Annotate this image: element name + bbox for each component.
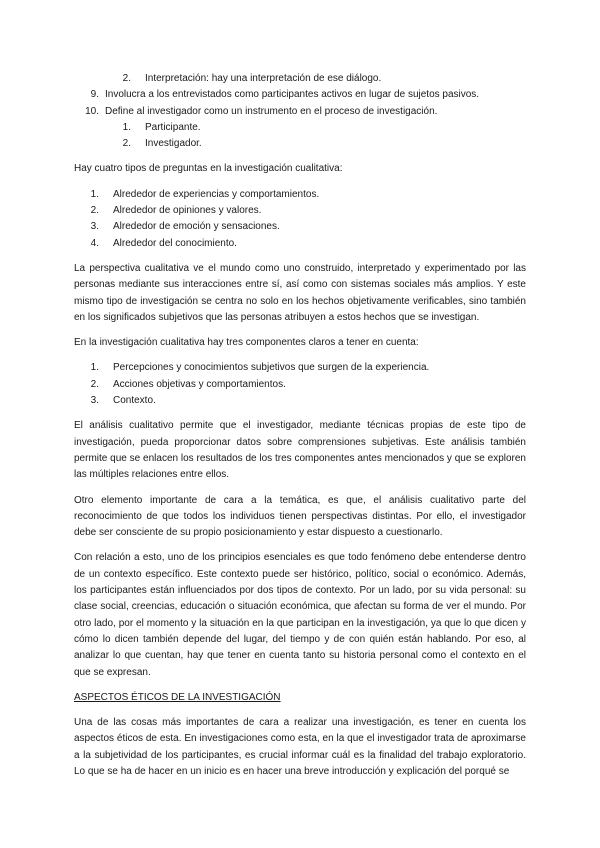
paragraph-analisis: El análisis cualitativo permite que el investigador, mediante técnicas propias de este tipo de investigación, pueda proporcionar datos sobre comprensiones subjetivas. Este análisis también permite que se enlacen los resultados de los tres componentes antes mencionados y que se exploren las múltiples relaciones entre ellos. xyxy=(74,420,526,481)
list-item xyxy=(74,71,526,87)
list-item-text: Percepciones y conocimientos subjetivos que surgen de la experiencia. xyxy=(113,362,430,374)
list-item xyxy=(74,104,526,120)
list-item xyxy=(74,203,526,219)
list-item-number: 9. xyxy=(90,89,99,101)
list-item-number: 2. xyxy=(90,378,99,390)
list-item xyxy=(74,393,526,409)
paragraph-perspectiva: La perspectiva cualitativa ve el mundo como uno construido, interpretado y experimentado por las personas mediante sus interacciones entre sí, así como con sistemas sociales más amplios. Y este mismo tipo de investigación se centra no solo en los hechos objetivamente verificables, sino también en los significados subjetivos que las personas atribuyen a estos hechos que se investigan. xyxy=(74,262,526,323)
paragraph-otro-elemento: Otro elemento importante de cara a la temática, es que, el análisis cualitativo parte del reconocimiento de que todos los individuos tienen perspectivas distintas. Por ello, el investigador debe ser consciente de su propio posicionamiento y estar dispuesto a cuestionarlo. xyxy=(74,494,526,539)
list-item-number: 3. xyxy=(90,395,99,407)
list-item xyxy=(74,377,526,393)
list-item xyxy=(74,120,526,136)
componentes-list xyxy=(74,360,526,409)
list-item-text: Investigador. xyxy=(145,138,202,150)
section-heading: ASPECTOS ÉTICOS DE LA INVESTIGACIÓN xyxy=(74,691,281,703)
list-item-text: Involucra a los entrevistados como participantes activos en lugar de sujetos pasivos. xyxy=(105,89,480,101)
list-item-text: Interpretación: hay una interpretación de ese diálogo. xyxy=(145,73,382,84)
list-item-text: Alrededor de experiencias y comportamientos. xyxy=(113,188,320,200)
paragraph-eticos: Una de las cosas más importantes de cara a realizar una investigación, es tener en cuenta los aspectos éticos de esta. En investigaciones como esta, en la que el investigador trata de aproximarse a la subjetividad de los participantes, es crucial informar cuál es la finalidad del trabajo exploratorio. Lo que se ha de hacer en un inicio es en hacer una breve introducción y explicación del porqué se xyxy=(74,717,526,777)
list-item-text: Define al investigador como un instrumento en el proceso de investigación. xyxy=(105,105,438,117)
list-item xyxy=(74,360,526,376)
list-item xyxy=(74,87,526,103)
list-item-text: Participante. xyxy=(145,121,201,133)
list-item xyxy=(74,236,526,252)
list-item-number: 1. xyxy=(122,121,131,133)
list-item-text: Contexto. xyxy=(113,395,156,407)
list-item-number: 2. xyxy=(122,138,131,150)
list-item xyxy=(74,136,526,152)
list-item xyxy=(74,187,526,203)
list-item-number: 2. xyxy=(122,73,131,84)
list-item-number: 3. xyxy=(90,221,99,233)
list-item xyxy=(74,219,526,235)
list-item-number: 10. xyxy=(85,105,99,117)
list-item-number: 1. xyxy=(90,188,99,200)
top-list xyxy=(74,71,526,152)
tipos-list xyxy=(74,187,526,252)
list-item-text: Alrededor del conocimiento. xyxy=(113,237,237,249)
list-item-number: 4. xyxy=(90,237,99,249)
paragraph-componentes-intro: En la investigación cualitativa hay tres componentes claros a tener en cuenta: xyxy=(74,337,419,349)
paragraph-tipos-intro: Hay cuatro tipos de preguntas en la investigación cualitativa: xyxy=(74,163,343,175)
list-item-number: 1. xyxy=(90,362,99,374)
list-item-text: Alrededor de emoción y sensaciones. xyxy=(113,221,280,233)
list-item-text: Alrededor de opiniones y valores. xyxy=(113,205,262,217)
paragraph-contexto: Con relación a esto, uno de los principios esenciales es que todo fenómeno debe entenderse dentro de un contexto específico. Este contexto puede ser histórico, político, social o económico. Además, los participantes están influenciados por dos tipos de contexto. Por un lado, por su vida personal: su clase social, creencias, educación o situación económica, que afectan su forma de ver el mundo. Por otro lado, por el momento y la situación en la que participan en la investigación, ya que lo que dicen y cómo lo dicen también depende del lugar, del tiempo y de con quién están hablando. Por eso, al analizar lo que cuentan, hay que tener en cuenta tanto su historia personal como el contexto en el que se expresan. xyxy=(74,552,526,678)
list-item-number: 2. xyxy=(90,205,99,217)
list-item-text: Acciones objetivas y comportamientos. xyxy=(113,378,286,390)
